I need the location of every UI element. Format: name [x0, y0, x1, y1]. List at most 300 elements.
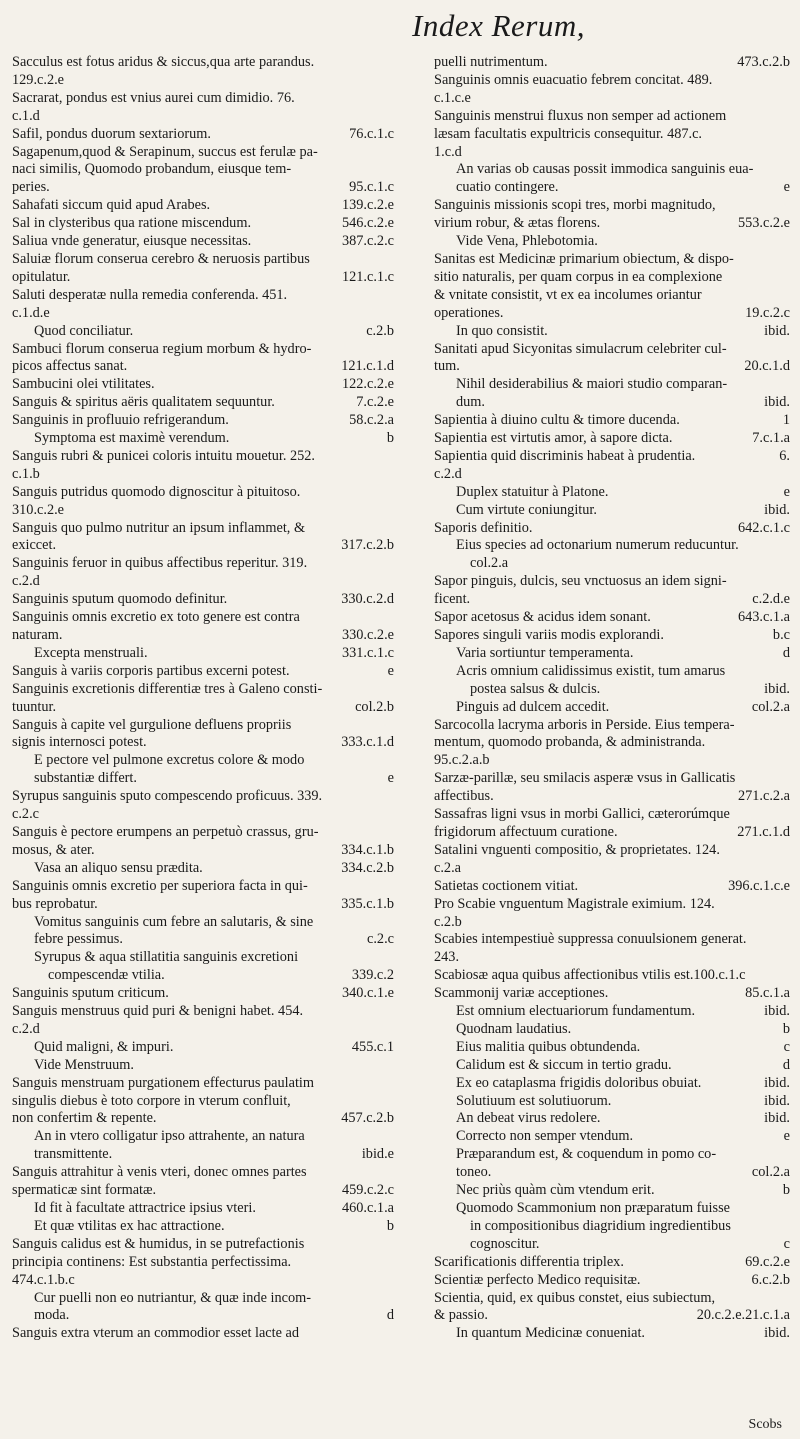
entry-reference: 19.c.2.c [741, 305, 790, 323]
entry-text: Excepta menstruali. [34, 644, 148, 661]
index-entry [12, 931, 394, 949]
index-entry [12, 1218, 394, 1236]
index-entry [434, 1164, 790, 1182]
entry-text: Sanguis putridus quomodo dignoscitur à pituitoso. [12, 483, 301, 500]
entry-text: Nec priùs quàm cùm vtendum erit. [456, 1182, 655, 1199]
entry-reference: b.c [769, 627, 790, 645]
index-entry [12, 914, 394, 932]
index-entry [12, 412, 394, 430]
entry-text: 474.c.1.b.c [12, 1271, 75, 1288]
index-entry [12, 520, 394, 538]
index-entry [434, 1021, 790, 1039]
entry-text: Ex eo cataplasma frigidis doloribus obuiat. [456, 1074, 702, 1091]
index-entry [434, 537, 790, 555]
index-entry [12, 555, 394, 573]
entry-text: Sanguis extra vterum an commodior esset lacte ad [12, 1325, 300, 1342]
entry-text: picos affectus sanat. [12, 358, 128, 375]
entry-text: Sambucini olei vtilitates. [12, 376, 155, 393]
entry-text: In quantum Medicinæ conueniat. [456, 1325, 645, 1342]
entry-reference: 643.c.1.a [734, 609, 790, 627]
index-entry [12, 1290, 394, 1308]
entry-text: Correcto non semper vtendum. [456, 1128, 634, 1145]
entry-reference: 317.c.2.b [337, 537, 394, 555]
entry-reference: 553.c.2.e [734, 215, 790, 233]
entry-text: Sapientia à diuino cultu & timore ducenda. [434, 412, 680, 429]
entry-text: & passio. [434, 1307, 489, 1324]
index-columns [12, 54, 790, 1431]
entry-text: An in vtero colligatur ipso attrahente, an natura [34, 1128, 305, 1145]
entry-text: naturam. [12, 627, 63, 643]
entry-text: Saliua vnde generatur, eiusque necessitas. [12, 233, 252, 250]
index-entry [434, 681, 790, 699]
index-entry [12, 394, 394, 412]
entry-text: Sapientia est virtutis amor, à sapore dicta. [434, 430, 673, 447]
index-entry [434, 287, 790, 305]
entry-reference: ibid. [760, 681, 790, 699]
index-entry [12, 305, 394, 323]
index-entry [12, 323, 394, 341]
index-entry [434, 484, 790, 502]
entry-reference: 7.c.1.a [748, 430, 790, 448]
entry-text: Scarificationis differentia triplex. [434, 1253, 624, 1270]
entry-text: Sarcocolla lacryma arboris in Perside. Eius tempera- [434, 716, 735, 733]
index-entry [12, 1164, 394, 1182]
index-entry [434, 1075, 790, 1093]
index-entry [12, 681, 394, 699]
entry-reference: ibid. [760, 1075, 790, 1093]
catchword: Scobs [748, 1417, 782, 1432]
entry-text: non confertim & repente. [12, 1110, 157, 1127]
index-entry [434, 305, 790, 323]
index-entry [434, 699, 790, 717]
entry-reference: 20.c.2.e.21.c.1.a [693, 1307, 790, 1325]
entry-reference: 1 [779, 412, 790, 430]
entry-text: 310.c.2.e [12, 501, 65, 518]
index-entry [12, 233, 394, 251]
index-entry [12, 144, 394, 162]
index-entry [12, 287, 394, 305]
index-entry [434, 949, 790, 967]
entry-text: puelli nutrimentum. [434, 54, 548, 70]
entry-text: Syrupus sanguinis sputo compescendo proficuus. 339. [12, 788, 323, 805]
entry-text: Sanguinis sputum criticum. [12, 985, 169, 1002]
entry-text: Sagapenum,quod & Serapinum, succus est ferulæ pa- [12, 143, 318, 160]
entry-reference: 455.c.1 [348, 1039, 394, 1057]
entry-reference: 334.c.2.b [337, 860, 394, 878]
entry-text: peries. [12, 179, 50, 196]
entry-reference: 271.c.1.d [733, 824, 790, 842]
entry-text: Satietas coctionem vitiat. [434, 877, 579, 894]
entry-text: opitulatur. [12, 268, 71, 285]
entry-text: Calidum est & siccum in tertio gradu. [456, 1056, 672, 1073]
index-entry [434, 770, 790, 788]
entry-text: Sanguis à capite vel gurgulione defluens propriis [12, 716, 292, 733]
entry-text: Sanitati apud Sicyonitas simulacrum celebriter cul- [434, 340, 727, 357]
index-entry [12, 717, 394, 735]
index-entry [12, 1093, 394, 1111]
entry-text: An varias ob causas possit immodica sanguinis eua- [456, 161, 754, 178]
entry-reference: 271.c.2.a [734, 788, 790, 806]
index-entry [12, 269, 394, 287]
entry-text: 1.c.d [434, 143, 462, 160]
index-entry [434, 1003, 790, 1021]
index-entry [12, 376, 394, 394]
index-entry [434, 358, 790, 376]
index-entry [434, 394, 790, 412]
entry-text: Sanguis è pectore erumpens an perpetuò crassus, gru- [12, 823, 319, 840]
entry-reference: e [384, 770, 394, 788]
entry-text: Solutiuum est solutiuorum. [456, 1092, 612, 1109]
entry-reference: 330.c.2.d [337, 591, 394, 609]
index-entry [434, 144, 790, 162]
index-entry [12, 627, 394, 645]
entry-text: An debeat virus redolere. [456, 1110, 601, 1127]
entry-text: Quomodo Scammonium non præparatum fuisse [456, 1200, 730, 1216]
entry-reference: c.2.b [362, 323, 394, 341]
index-entry [12, 645, 394, 663]
entry-reference: 6.c.2.b [747, 1272, 790, 1290]
entry-text: Sanguis attrahitur à venis vteri, donec omnes partes [12, 1164, 307, 1181]
entry-text: Vide Vena, Phlebotomia. [456, 233, 598, 250]
entry-text: c.2.b [434, 913, 462, 930]
index-entry [434, 251, 790, 269]
entry-text: Quodnam laudatius. [456, 1020, 572, 1037]
page-header [0, 2, 800, 52]
entry-text: Id fit à facultate attractrice ipsius vteri. [34, 1200, 256, 1216]
index-entry [434, 931, 790, 949]
entry-text: Scabiosæ aqua quibus affectionibus vtilis est.100.c.1.c [434, 967, 746, 984]
entry-text: Symptoma est maximè verendum. [34, 430, 230, 447]
entry-reference: 460.c.1.a [338, 1200, 394, 1218]
entry-text: Sanitas est Medicinæ primarium obiectum, & dispo- [434, 250, 734, 267]
entry-text: compescendæ vtilia. [48, 967, 165, 984]
index-entry [434, 341, 790, 359]
index-entry [434, 376, 790, 394]
entry-reference: 76.c.1.c [345, 126, 394, 144]
entry-text: Scientia, quid, ex quibus constet, eius subiectum, [434, 1289, 716, 1306]
index-entry [434, 967, 790, 985]
index-entry [12, 1182, 394, 1200]
index-entry [434, 1110, 790, 1128]
index-entry [12, 896, 394, 914]
index-entry [434, 1093, 790, 1111]
entry-text: Saluiæ florum conserua cerebro & neruosis partibus [12, 250, 310, 267]
entry-reference: 69.c.2.e [741, 1254, 790, 1272]
index-entry [12, 752, 394, 770]
entry-text: cognoscitur. [470, 1235, 540, 1252]
entry-reference: 20.c.1.d [740, 358, 790, 376]
entry-text: Pro Scabie vnguentum Magistrale eximium. 124. [434, 895, 715, 912]
index-entry [12, 967, 394, 985]
entry-text: Sacrarat, pondus est vnius aurei cum dimidio. 76. [12, 89, 295, 106]
index-entry [12, 949, 394, 967]
right-column [434, 54, 790, 1431]
entry-reference: ibid. [760, 1003, 790, 1021]
entry-text: Syrupus & aqua stillatitia sanguinis excretioni [34, 949, 299, 966]
index-entry [434, 448, 790, 466]
index-entry [12, 609, 394, 627]
entry-text: & vnitate consistit, vt ex ea incolumes oriantur [434, 286, 702, 303]
left-column [12, 54, 394, 1431]
index-entry [434, 1057, 790, 1075]
entry-text: Cur puelli non eo nutriantur, & quæ inde incom- [34, 1289, 311, 1306]
index-entry [434, 788, 790, 806]
entry-text: spermaticæ sint formatæ. [12, 1182, 157, 1199]
index-entry [434, 1272, 790, 1290]
entry-reference: ibid. [760, 1110, 790, 1128]
entry-reference: 340.c.1.e [338, 985, 394, 1003]
entry-reference: ibid. [760, 323, 790, 341]
index-entry [12, 1254, 394, 1272]
entry-text: Sanguinis excretionis differentiæ tres à Galeno consti- [12, 680, 323, 697]
index-entry [434, 645, 790, 663]
entry-text: Duplex statuitur à Platone. [456, 483, 609, 500]
entry-text: mosus, & ater. [12, 841, 95, 858]
running-title: Index Rerum, [412, 8, 585, 43]
entry-text: Sanguis menstruus quid puri & benigni habet. 454. [12, 1003, 304, 1020]
entry-text: c.2.c [12, 806, 39, 823]
index-entry [12, 806, 394, 824]
index-entry [12, 1272, 394, 1290]
entry-text: Sanguinis missionis scopi tres, morbi magnitudo, [434, 197, 716, 214]
index-entry [12, 699, 394, 717]
index-entry [12, 591, 394, 609]
index-entry [12, 502, 394, 520]
index-entry [12, 1128, 394, 1146]
entry-text: substantiæ differt. [34, 770, 137, 787]
entry-text: cuatio contingere. [456, 179, 559, 196]
entry-text: Sanguinis omnis excretio ex toto genere est contra [12, 609, 300, 626]
index-entry [434, 985, 790, 1003]
entry-text: operationes. [434, 304, 504, 321]
index-entry [12, 878, 394, 896]
entry-text: dum. [456, 394, 485, 411]
entry-text: Sanguinis menstrui fluxus non semper ad actionem [434, 107, 727, 124]
entry-text: col.2.a [470, 555, 509, 572]
entry-text: E pectore vel pulmone excretus colore & modo [34, 752, 305, 769]
index-entry [434, 1236, 790, 1254]
entry-reference: 58.c.2.a [345, 412, 394, 430]
entry-text: Sal in clysteribus qua ratione miscendum. [12, 215, 252, 232]
index-entry [12, 161, 394, 179]
index-entry [434, 573, 790, 591]
entry-reference: 473.c.2.b [733, 54, 790, 72]
index-entry [12, 215, 394, 233]
index-entry [12, 860, 394, 878]
entry-reference: ibid.e [358, 1146, 394, 1164]
entry-text: Sapor acetosus & acidus idem sonant. [434, 609, 651, 626]
index-entry [12, 1236, 394, 1254]
entry-text: Cum virtute coniungitur. [456, 501, 597, 518]
index-entry [12, 573, 394, 591]
index-entry [434, 1146, 790, 1164]
entry-text: Sanguinis omnis euacuatio febrem concitat. 489. [434, 71, 713, 88]
entry-reference: 334.c.1.b [337, 842, 394, 860]
index-entry [434, 1182, 790, 1200]
index-entry [434, 233, 790, 251]
entry-reference: b [779, 1021, 790, 1039]
entry-text: 129.c.2.e [12, 71, 65, 88]
index-entry [434, 1325, 790, 1343]
entry-text: Sanguis rubri & punicei coloris intuitu mouetur. 252. [12, 447, 315, 464]
entry-reference: c [780, 1039, 790, 1057]
index-entry [434, 179, 790, 197]
entry-text: Sanguinis omnis excretio per superiora facta in qui- [12, 877, 308, 894]
entry-text: signis internosci potest. [12, 734, 147, 751]
entry-text: mentum, quomodo probanda, & administranda. [434, 734, 706, 751]
entry-text: Quod conciliatur. [34, 322, 134, 339]
index-entry [434, 1218, 790, 1236]
entry-reference: b [383, 430, 394, 448]
entry-reference: 6. [775, 448, 790, 466]
index-entry [12, 54, 394, 72]
entry-reference: 642.c.1.c [734, 520, 790, 538]
index-entry [434, 161, 790, 179]
index-entry [12, 537, 394, 555]
entry-text: affectibus. [434, 788, 494, 805]
index-entry [434, 806, 790, 824]
index-entry [434, 878, 790, 896]
entry-text: Sanguinis feruor in quibus affectibus reperitur. 319. [12, 555, 308, 572]
index-entry [434, 591, 790, 609]
entry-text: Eius species ad octonarium numerum reducuntur. [456, 537, 739, 554]
entry-reference: 457.c.2.b [337, 1110, 394, 1128]
index-entry [434, 824, 790, 842]
entry-text: Saporis definitio. [434, 519, 533, 536]
index-entry [12, 466, 394, 484]
entry-text: Sacculus est fotus aridus & siccus,qua arte parandus. [12, 54, 315, 70]
entry-text: Præparandum est, & coquendum in pomo co- [456, 1146, 717, 1163]
index-entry [434, 269, 790, 287]
entry-text: Sanguinis in profluuio refrigerandum. [12, 412, 229, 429]
entry-reference: d [779, 645, 790, 663]
index-entry [12, 108, 394, 126]
index-entry [12, 1057, 394, 1075]
entry-text: c.2.a [434, 859, 461, 876]
entry-reference: 339.c.2 [348, 967, 394, 985]
entry-reference: col.2.b [351, 699, 394, 717]
entry-reference: 459.c.2.c [338, 1182, 394, 1200]
entry-reference: col.2.a [748, 699, 790, 717]
index-entry [12, 358, 394, 376]
entry-reference: b [383, 1218, 394, 1236]
entry-reference: e [780, 484, 790, 502]
index-entry [12, 197, 394, 215]
index-entry [434, 502, 790, 520]
entry-text: Sapientia quid discriminis habeat à prudentia. [434, 447, 696, 464]
index-entry [434, 842, 790, 860]
entry-reference: 7.c.2.e [352, 394, 394, 412]
entry-text: Sanguis quo pulmo nutritur an ipsum inflammet, & [12, 519, 306, 536]
index-entry [434, 1307, 790, 1325]
entry-reference: ibid. [760, 394, 790, 412]
entry-text: Eius malitia quibus obtundenda. [456, 1038, 641, 1055]
index-entry [12, 1325, 394, 1343]
entry-text: Nihil desiderabilius & maiori studio comparan- [456, 376, 728, 393]
index-entry [434, 1254, 790, 1272]
entry-reference: 122.c.2.e [338, 376, 394, 394]
entry-text: c.2.d [434, 465, 462, 482]
index-entry [434, 90, 790, 108]
entry-reference: e [780, 1128, 790, 1146]
index-entry [12, 341, 394, 359]
entry-text: Sapor pinguis, dulcis, seu vnctuosus an idem signi- [434, 573, 727, 590]
entry-text: 95.c.2.a.b [434, 752, 490, 769]
entry-text: virium robur, & ætas florens. [434, 215, 601, 232]
index-entry [434, 466, 790, 484]
entry-text: principia continens: Est substantia perfectissima. [12, 1253, 292, 1270]
entry-text: Acris omnium calidissimus existit, tum amarus [456, 662, 726, 679]
index-entry [434, 734, 790, 752]
entry-text: Quid maligni, & impuri. [34, 1038, 174, 1055]
entry-text: toneo. [456, 1164, 492, 1181]
entry-text: c.1.d.e [12, 304, 50, 321]
index-entry [12, 842, 394, 860]
index-entry [12, 1021, 394, 1039]
index-entry [434, 860, 790, 878]
entry-text: Vasa an aliquo sensu prædita. [34, 859, 203, 876]
index-entry [12, 1075, 394, 1093]
index-entry [12, 1003, 394, 1021]
entry-reference: e [780, 179, 790, 197]
entry-text: c.1.d [12, 107, 40, 124]
entry-text: Sanguinis sputum quomodo definitur. [12, 591, 228, 608]
index-entry [12, 72, 394, 90]
index-entry [434, 663, 790, 681]
entry-reference: 546.c.2.e [338, 215, 394, 233]
entry-text: Saluti desperatæ nulla remedia conferenda. 451. [12, 286, 288, 303]
index-entry [434, 914, 790, 932]
entry-text: febre pessimus. [34, 931, 123, 948]
index-entry [12, 985, 394, 1003]
index-entry [434, 197, 790, 215]
entry-text: bus reprobatur. [12, 895, 98, 912]
entry-text: Sambuci florum conserua regium morbum & hydro- [12, 340, 312, 357]
entry-text: Scammonij variæ acceptiones. [434, 985, 609, 1002]
entry-reference: 333.c.1.d [337, 734, 394, 752]
index-entry [12, 788, 394, 806]
entry-text: frigidorum affectuum curatione. [434, 823, 618, 840]
entry-reference: 331.c.1.c [338, 645, 394, 663]
index-entry [434, 1039, 790, 1057]
entry-reference: 335.c.1.b [337, 896, 394, 914]
index-entry [434, 108, 790, 126]
entry-text: Sanguis calidus est & humidus, in se putrefactionis [12, 1235, 305, 1252]
entry-text: Vomitus sanguinis cum febre an salutaris, & sine [34, 913, 314, 930]
entry-text: in compositionibus diagridium ingredientibus [470, 1217, 731, 1234]
index-entry [12, 1039, 394, 1057]
entry-reference: d [383, 1307, 394, 1325]
entry-text: sitio naturalis, per quam corpus in ea complexione [434, 268, 723, 285]
index-entry [434, 609, 790, 627]
entry-text: Varia sortiuntur temperamenta. [456, 644, 634, 661]
index-entry [12, 90, 394, 108]
entry-text: exiccet. [12, 537, 57, 554]
entry-reference: ibid. [760, 1093, 790, 1111]
entry-text: singulis diebus è toto corpore in vterum confluit, [12, 1092, 291, 1109]
entry-text: tuuntur. [12, 698, 57, 715]
entry-text: Scabies intempestiuè suppressa conuulsionem generat. [434, 931, 747, 948]
index-entry [434, 1290, 790, 1308]
index-entry [12, 1307, 394, 1325]
index-entry [434, 430, 790, 448]
index-entry [434, 555, 790, 573]
entry-reference: ibid. [760, 1325, 790, 1343]
index-entry [434, 412, 790, 430]
entry-text: Sahafati siccum quid apud Arabes. [12, 197, 211, 214]
entry-text: postea salsus & dulcis. [470, 680, 601, 697]
entry-reference: 95.c.1.c [345, 179, 394, 197]
